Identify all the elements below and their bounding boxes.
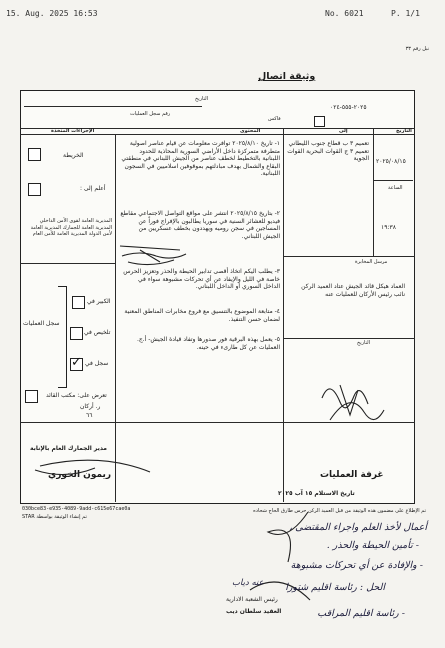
sender-label: مرسل المخابرة <box>355 259 388 265</box>
content-p4: ٤- متابعة الموضوع بالتنسيق مع فروع مخابرات المناطق المعنية لضمان حسن التنفيذ. <box>124 308 280 323</box>
doc-ref: نبل رقم ٣٣ <box>405 46 429 52</box>
msg-date: ٢٠٢٥/٠٨/١٥ <box>376 158 406 165</box>
customs-title: مدير الجمارك العام بالإنابة <box>30 445 108 452</box>
fax-page: P. 1/1 <box>391 9 420 18</box>
fax-datetime: 15. Aug. 2025 16:53 <box>6 9 98 18</box>
customs-name: ريمون الخوري <box>48 470 112 480</box>
col-date: التاريخ <box>396 128 412 134</box>
signature-line-1: عنه دياب <box>232 578 264 588</box>
content-p5: ٥- يعمل بهذه البرقية فور صدورها وتفاد قيادة الجيش- أ.ج. العمليات عن كل طارىء في حينه. <box>136 336 280 351</box>
ops-room-receipt: تاريخ الاستلام ١٥ آب ٢٠٢٥ <box>278 490 355 497</box>
date2-label: التاريخ <box>357 340 370 346</box>
name-1: ر. أركان <box>80 403 101 410</box>
doc-hash: 030bce83-e935-4089-9add-c615e67cae0a <box>22 506 131 512</box>
name-2: ٦٦ <box>86 412 93 419</box>
signature-line-2: رئيس الشعبة الادارية <box>226 596 278 603</box>
col-actions: الإجراءات المتخذة <box>51 128 95 134</box>
ops-record-label: رقم سجل العمليات <box>130 111 171 117</box>
document-title: وثيقة اتصال <box>258 71 316 82</box>
major-in-label: الكبير في <box>87 298 111 305</box>
col-content: المحتوى <box>240 128 261 134</box>
ops-log-label: سجل العمليات <box>23 320 60 327</box>
reference-number: ٢٠٢٥-٥٥٥-٠٢٤ <box>330 104 367 111</box>
to-recipients: تعميم ٣ ب قطاع جنوب الليطاني تعميم ٣ ج القوات البحرية القوات الجوية <box>287 140 369 162</box>
check-mark-icon: ✓ <box>71 355 82 370</box>
action-directorates: المديرية العامة لقوى الأمن الداخلي المديرية العامة للجمارك المديرية العامة لأمن الدولة المديرية العامة للأمن العام <box>30 218 112 237</box>
date-label: التاريخ <box>195 96 208 102</box>
handwritten-note-4: الحل : رئاسة اقليم شتورا <box>285 582 385 593</box>
msg-time: ١٩:٣٨ <box>381 224 396 231</box>
col-to: إلى <box>339 128 348 134</box>
handwritten-note-1: أعمال لأخذ العلم واجراء المقتضى ، <box>289 522 427 533</box>
doc-hash-note: تم إنشاء الوثيقة بواسطة STAR <box>22 514 87 520</box>
content-p1: ١- تاريخ ٢٠٢٥/٨/١٠ توافرت معلومات عن قيام عناصر اصولية متطرفة متمركزة داخل الأراضي السورية المحاذية للحدود اللبنانية بالتخطيط لخطف عناصر من الجيش اللبناني في منطقتي البقاع والشمال بهدف مبادلتهم بموقوفين اسلاميين في السجون اللبنانية. <box>121 140 280 177</box>
action-map: الخريطة <box>63 152 84 159</box>
fax-label: فاكس <box>268 116 281 122</box>
signature-line-3: العقيد سلطان ديب <box>226 608 282 615</box>
ops-room-title: غرفة العمليات <box>320 470 384 480</box>
content-p3: ٣- يطلب اليكم اتخاذ أقصى تدابير الحيطة والحذر وتعزيز الحرس خاصة في الليل والإيفاد عن أي تحركات مشبوهة سواء في الداخل السوري أو الداخل اللبناني. <box>123 268 280 290</box>
presented-to: تعرض على: مكتب القائد <box>46 392 107 399</box>
handwritten-note-3: - والإفادة عن أي تحركات مشبوهة <box>290 560 423 571</box>
content-p2: ٢- بتاريخ ٢٠٢٥/٨/١٥ انتشر على مواقع التواصل الاجتماعي مقاطع فيديو للعشائر السنية في سوريا يطالبون بالإفراج فوراً عن المساجين في سجن روميه ويهددون بخطف عسكريين من الجيش اللبناني. <box>120 210 280 240</box>
summary-in-label: تلخيص في <box>84 329 111 336</box>
notes-small: تم الإطلاع على مضمون هذه الوثيقة من قبل العميد الركن حرس طارق الحاج شحاده <box>253 508 426 514</box>
approval-text: العماد هيكل قائد الجيش عتاد العميد الركن نائب رئيس الأركان للعمليات عنه <box>301 283 405 298</box>
time-label: الساعة <box>388 185 403 191</box>
handwritten-note-5: - رئاسة اقليم المراقب <box>317 608 405 619</box>
fax-number: No. 6021 <box>325 9 364 18</box>
handwritten-note-2: - تأمين الحيطة والحذر . <box>326 540 419 551</box>
recorded-in-label: سجل في <box>85 360 109 367</box>
action-notify: أعلم إلى : <box>80 185 106 192</box>
